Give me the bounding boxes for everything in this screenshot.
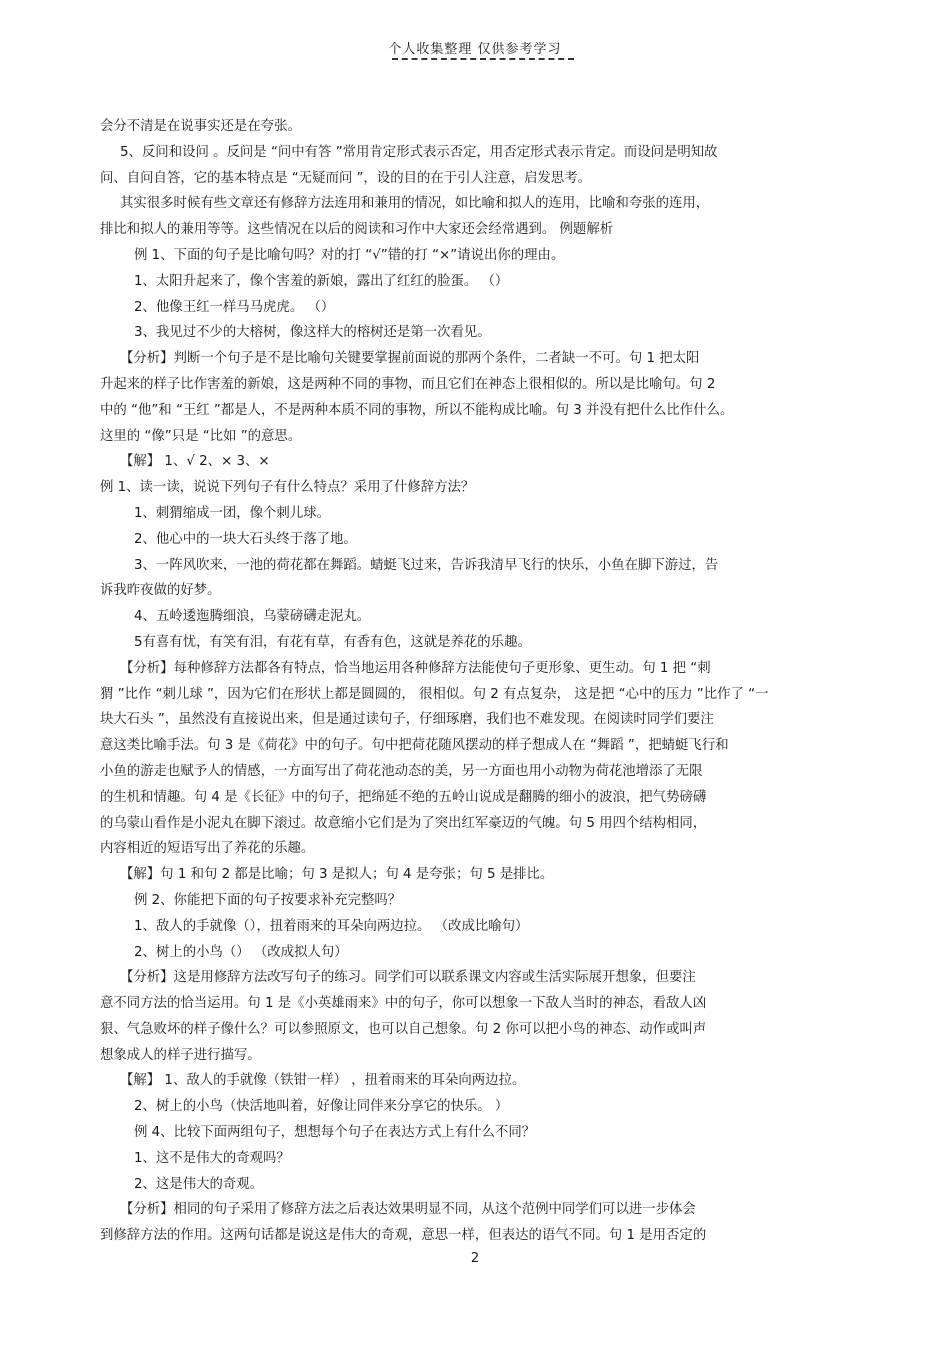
text-line: 2、他像王红一样马马虎虎。 （） <box>134 299 335 315</box>
text-line: 的乌蒙山看作是小泥丸在脚下滚过。故意缩小它们是为了突出红军豪迈的气魄。句 5 用四个结构相同， <box>100 815 707 831</box>
text-line: 中的 “他”和 “王红 ”都是人，不是两种本质不同的事物，所以不能构成比喻。句 3 并没有把什么比作什么。 <box>100 402 734 418</box>
text-line: 诉我昨夜做的好梦。 <box>100 583 221 599</box>
text-line: 1、太阳升起来了，像个害羞的新娘，露出了红红的脸蛋。 （） <box>134 273 509 289</box>
text-line: 小鱼的游走也赋予人的情感，一方面写出了荷花池动态的美，另一方面也用小动物为荷花池增添了无限 <box>100 763 703 779</box>
text-line: 2、这是伟大的奇观。 <box>134 1176 264 1192</box>
text-line: 这里的 “像”只是 “比如 ”的意思。 <box>100 428 302 444</box>
text-line: 意不同方法的恰当运用。句 1 是《小英雄雨来》中的句子，你可以想象一下敌人当时的神态，看敌人凶 <box>100 996 707 1012</box>
text-line: 1、这不是伟大的奇观吗？ <box>134 1150 290 1166</box>
text-line: 意这类比喻手法。句 3 是《荷花》中的句子。句中把荷花随风摆动的样子想成人在 “舞蹈 ”，把蜻蜓飞行和 <box>100 738 729 754</box>
text-line: 例 1、读一读，说说下列句子有什么特点？采用了什修辞方法？ <box>100 480 475 496</box>
text-line: 到修辞方法的作用。这两句话都是说这是伟大的奇观，意思一样，但表达的语气不同。句 1 是用否定的 <box>100 1228 707 1244</box>
text-line: 【分析】相同的句子采用了修辞方法之后表达效果明显不同，从这个范例中同学们可以进一步体会 <box>120 1202 696 1218</box>
page-header <box>0 38 950 57</box>
text-line: 5有喜有忧，有笑有泪，有花有草，有香有色，这就是养花的乐趣。 <box>134 634 531 650</box>
text-line: 【分析】每种修辞方法都各有特点，恰当地运用各种修辞方法能使句子更形象、更生动。句 1 把 “刺 <box>120 660 711 676</box>
text-line: 其实很多时候有些文章还有修辞方法连用和兼用的情况，如比喻和拟人的连用，比喻和夸张的连用， <box>120 196 710 212</box>
text-line: 狠、气急败坏的样子像什么？可以参照原文，也可以自己想象。句 2 你可以把小鸟的神态、动作或叫声 <box>100 1021 707 1037</box>
text-line: 4、五岭逶迤腾细浪，乌蒙磅礴走泥丸。 <box>134 609 371 625</box>
text-line: 【解】 1、√ 2、× 3、× <box>120 454 270 470</box>
text-line: 想象成人的样子进行描写。 <box>100 1047 261 1063</box>
text-line: 2、树上的小鸟（快活地叫着，好像让同伴来分享它的快乐。 ） <box>134 1099 509 1115</box>
text-line: 的生机和情趣。句 4 是《长征》中的句子，把绵延不绝的五岭山说成是翻腾的细小的波浪，把气势磅礴 <box>100 789 707 805</box>
page-number: 2 <box>470 1251 480 1266</box>
text-line: 例 2、你能把下面的句子按要求补充完整吗？ <box>134 892 402 908</box>
text-line: 猬 ”比作 “刺儿球 ”，因为它们在形状上都是圆圆的， 很相似。句 2 有点复杂， 这是把 “心中的压力 ”比作了 “一 <box>100 686 769 702</box>
text-line: 块大石头 ”，虽然没有直接说出来，但是通过读句子，仔细琢磨，我们也不难发现。在阅读时同学们要注 <box>100 712 714 728</box>
text-line: 例 1、下面的句子是比喻句吗？对的打 “√”错的打 “×”请说出你的理由。 <box>134 247 565 263</box>
text-line: 【解】句 1 和句 2 都是比喻；句 3 是拟人；句 4 是夸张；句 5 是排比。 <box>120 867 554 883</box>
text-line: 排比和拟人的兼用等等。这些情况在以后的阅读和习作中大家还会经常遇到。 例题解析 <box>100 222 614 238</box>
text-line: 2、他心中的一块大石头终于落了地。 <box>134 531 357 547</box>
header-underline <box>392 58 574 60</box>
text-line: 1、敌人的手就像（），扭着雨来的耳朵向两边拉。 （改成比喻句） <box>134 918 529 934</box>
text-line: 2、树上的小鸟（） （改成拟人句） <box>134 944 348 960</box>
text-line: 1、刺猬缩成一团，像个刺儿球。 <box>134 505 330 521</box>
document-body <box>100 114 870 1249</box>
text-line: 【分析】这是用修辞方法改写句子的练习。同学们可以联系课文内容或生活实际展开想象，但要注 <box>120 970 696 986</box>
text-line: 升起来的样子比作害羞的新娘，这是两种不同的事物，而且它们在神态上很相似的。所以是比喻句。句 2 <box>100 376 716 392</box>
text-line: 内容相近的短语写出了养花的乐趣。 <box>100 841 315 857</box>
text-line: 5、反问和设问 。反问是 “问中有答 ”常用肯定形式表示否定，用否定形式表示肯定。而设问是明知故 <box>120 144 718 160</box>
text-line: 例 4、比较下面两组句子，想想每个句子在表达方式上有什么不同？ <box>134 1125 536 1141</box>
text-line: 问、自问自答，它的基本特点是 “无疑而问 ”，设的目的在于引人注意，启发思考。 <box>100 170 592 186</box>
text-line: 3、我见过不少的大榕树，像这样大的榕树还是第一次看见。 <box>134 325 491 341</box>
header-text: 个人收集整理 仅供参考学习 <box>388 42 562 57</box>
text-line: 【分析】判断一个句子是不是比喻句关键要掌握前面说的那两个条件，二者缺一不可。句 1 把太阳 <box>120 351 700 367</box>
text-line: 3、一阵风吹来，一池的荷花都在舞蹈。蜻蜓飞过来，告诉我清早飞行的快乐，小鱼在脚下游过，告 <box>134 557 719 573</box>
text-line: 会分不清是在说事实还是在夸张。 <box>100 119 301 134</box>
text-line: 【解】 1、敌人的手就像（铁钳一样） ，扭着雨来的耳朵向两边拉。 <box>120 1073 526 1089</box>
